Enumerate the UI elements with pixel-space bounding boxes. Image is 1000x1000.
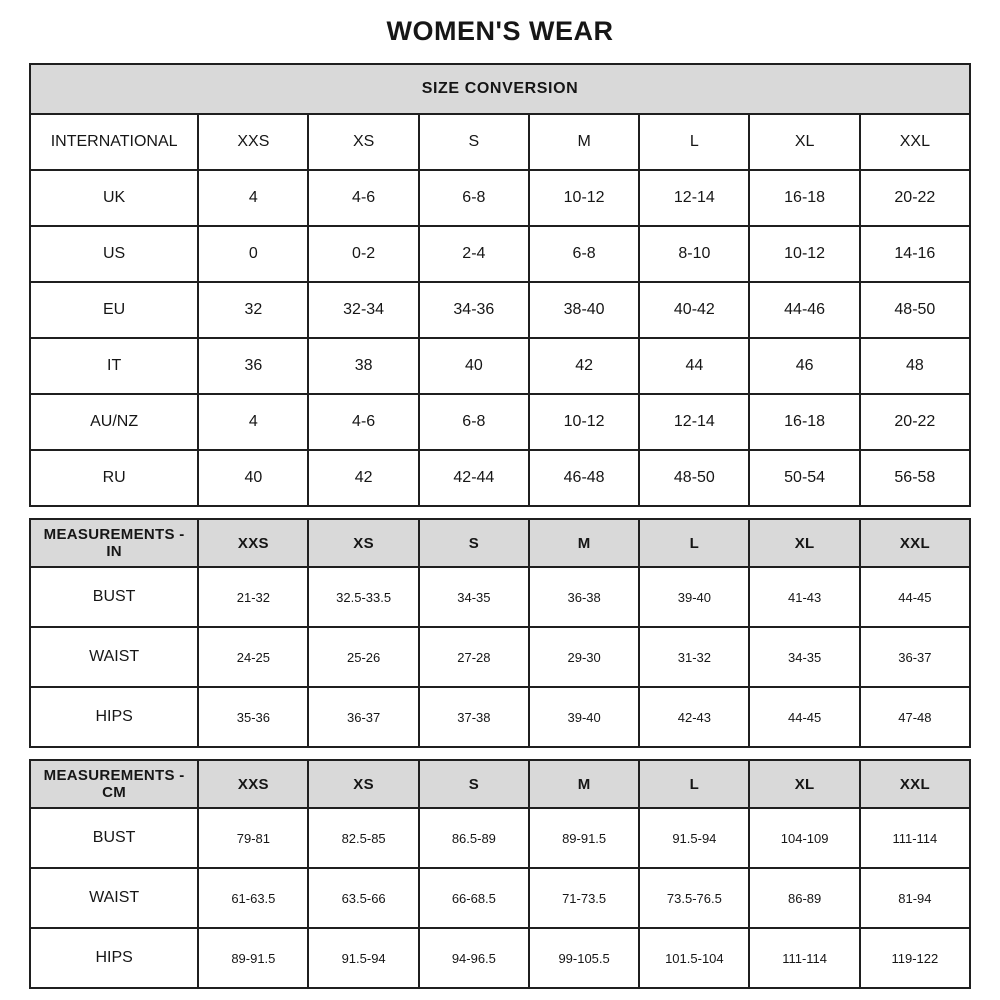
table-row-uk [30,170,970,226]
col-header: M [529,519,639,567]
value-cell: 4-6 [308,170,418,226]
value-cell: 119-122 [860,928,970,988]
col-header: XXS [198,760,308,808]
col-header: XS [308,114,418,170]
value-cell: 0-2 [308,226,418,282]
measurements-in-header-row [30,519,970,567]
row-label: BUST [30,567,198,627]
row-label: WAIST [30,868,198,928]
value-cell: 20-22 [860,170,970,226]
value-cell: 10-12 [529,170,639,226]
value-cell: 38 [308,338,418,394]
value-cell: 42-44 [419,450,529,506]
table-row-us [30,226,970,282]
table-row-waist-cm [30,868,970,928]
value-cell: 111-114 [860,808,970,868]
value-cell: 39-40 [639,567,749,627]
table-row-aunz [30,394,970,450]
value-cell: 111-114 [749,928,859,988]
value-cell: 91.5-94 [308,928,418,988]
value-cell: 46 [749,338,859,394]
value-cell: 35-36 [198,687,308,747]
value-cell: 44-45 [860,567,970,627]
value-cell: 12-14 [639,394,749,450]
col-header: XS [308,760,418,808]
value-cell: 48 [860,338,970,394]
value-cell: 24-25 [198,627,308,687]
value-cell: 61-63.5 [198,868,308,928]
value-cell: 27-28 [419,627,529,687]
row-label: HIPS [30,687,198,747]
row-label: UK [30,170,198,226]
value-cell: 44-45 [749,687,859,747]
page-title: WOMEN'S WEAR [386,16,614,46]
value-cell: 42 [308,450,418,506]
value-cell: 0 [198,226,308,282]
value-cell: 39-40 [529,687,639,747]
value-cell: 82.5-85 [308,808,418,868]
value-cell: 20-22 [860,394,970,450]
col-header: S [419,760,529,808]
value-cell: 36-37 [860,627,970,687]
table-row-hips-cm [30,928,970,988]
value-cell: 8-10 [639,226,749,282]
value-cell: 16-18 [749,394,859,450]
col-header: L [639,114,749,170]
value-cell: 32.5-33.5 [308,567,418,627]
col-header: XXS [198,519,308,567]
table-title: MEASUREMENTS - IN [30,519,198,567]
value-cell: 81-94 [860,868,970,928]
size-conversion-table [29,63,971,507]
value-cell: 14-16 [860,226,970,282]
row-label: HIPS [30,928,198,988]
value-cell: 40 [419,338,529,394]
value-cell: 2-4 [419,226,529,282]
value-cell: 86-89 [749,868,859,928]
col-header: XL [749,114,859,170]
row-label: EU [30,282,198,338]
value-cell: 44 [639,338,749,394]
measurements-in-table [29,518,971,748]
table-title: MEASUREMENTS - CM [30,760,198,808]
table-row-bust-cm [30,808,970,868]
value-cell: 42 [529,338,639,394]
value-cell: 41-43 [749,567,859,627]
value-cell: 32-34 [308,282,418,338]
value-cell: 36 [198,338,308,394]
col-header: L [639,519,749,567]
table-row-hips-in [30,687,970,747]
value-cell: 79-81 [198,808,308,868]
value-cell: 25-26 [308,627,418,687]
value-cell: 66-68.5 [419,868,529,928]
value-cell: 104-109 [749,808,859,868]
row-label: WAIST [30,627,198,687]
col-header: S [419,519,529,567]
value-cell: 47-48 [860,687,970,747]
col-header: S [419,114,529,170]
value-cell: 40-42 [639,282,749,338]
row-label: IT [30,338,198,394]
value-cell: 101.5-104 [639,928,749,988]
value-cell: 4 [198,170,308,226]
col-header: XL [749,760,859,808]
row-label: US [30,226,198,282]
col-header: INTERNATIONAL [30,114,198,170]
col-header: XXL [860,519,970,567]
row-label: RU [30,450,198,506]
table-row-eu [30,282,970,338]
value-cell: 37-38 [419,687,529,747]
value-cell: 42-43 [639,687,749,747]
value-cell: 36-38 [529,567,639,627]
value-cell: 6-8 [419,170,529,226]
col-header: XXL [860,114,970,170]
value-cell: 34-35 [419,567,529,627]
value-cell: 56-58 [860,450,970,506]
value-cell: 99-105.5 [529,928,639,988]
value-cell: 16-18 [749,170,859,226]
col-header: M [529,114,639,170]
value-cell: 34-36 [419,282,529,338]
table-row-bust-in [30,567,970,627]
col-header: L [639,760,749,808]
measurements-cm-header-row [30,760,970,808]
value-cell: 91.5-94 [639,808,749,868]
value-cell: 38-40 [529,282,639,338]
value-cell: 10-12 [749,226,859,282]
size-conversion-banner: SIZE CONVERSION [30,64,970,114]
value-cell: 63.5-66 [308,868,418,928]
col-header: XXS [198,114,308,170]
measurements-cm-table [29,759,971,989]
value-cell: 31-32 [639,627,749,687]
table-row-ru [30,450,970,506]
value-cell: 46-48 [529,450,639,506]
row-label: AU/NZ [30,394,198,450]
value-cell: 48-50 [639,450,749,506]
value-cell: 94-96.5 [419,928,529,988]
value-cell: 89-91.5 [198,928,308,988]
table-row-it [30,338,970,394]
value-cell: 40 [198,450,308,506]
value-cell: 4 [198,394,308,450]
row-label: BUST [30,808,198,868]
col-header: XXL [860,760,970,808]
value-cell: 34-35 [749,627,859,687]
value-cell: 71-73.5 [529,868,639,928]
col-header: XS [308,519,418,567]
value-cell: 48-50 [860,282,970,338]
value-cell: 89-91.5 [529,808,639,868]
value-cell: 36-37 [308,687,418,747]
col-header: M [529,760,639,808]
value-cell: 12-14 [639,170,749,226]
size-conversion-header-row [30,114,970,170]
value-cell: 29-30 [529,627,639,687]
value-cell: 10-12 [529,394,639,450]
value-cell: 44-46 [749,282,859,338]
table-row-waist-in [30,627,970,687]
col-header: XL [749,519,859,567]
value-cell: 32 [198,282,308,338]
value-cell: 6-8 [529,226,639,282]
value-cell: 86.5-89 [419,808,529,868]
value-cell: 4-6 [308,394,418,450]
value-cell: 50-54 [749,450,859,506]
value-cell: 73.5-76.5 [639,868,749,928]
value-cell: 6-8 [419,394,529,450]
value-cell: 21-32 [198,567,308,627]
size-conversion-banner-row [30,64,970,114]
